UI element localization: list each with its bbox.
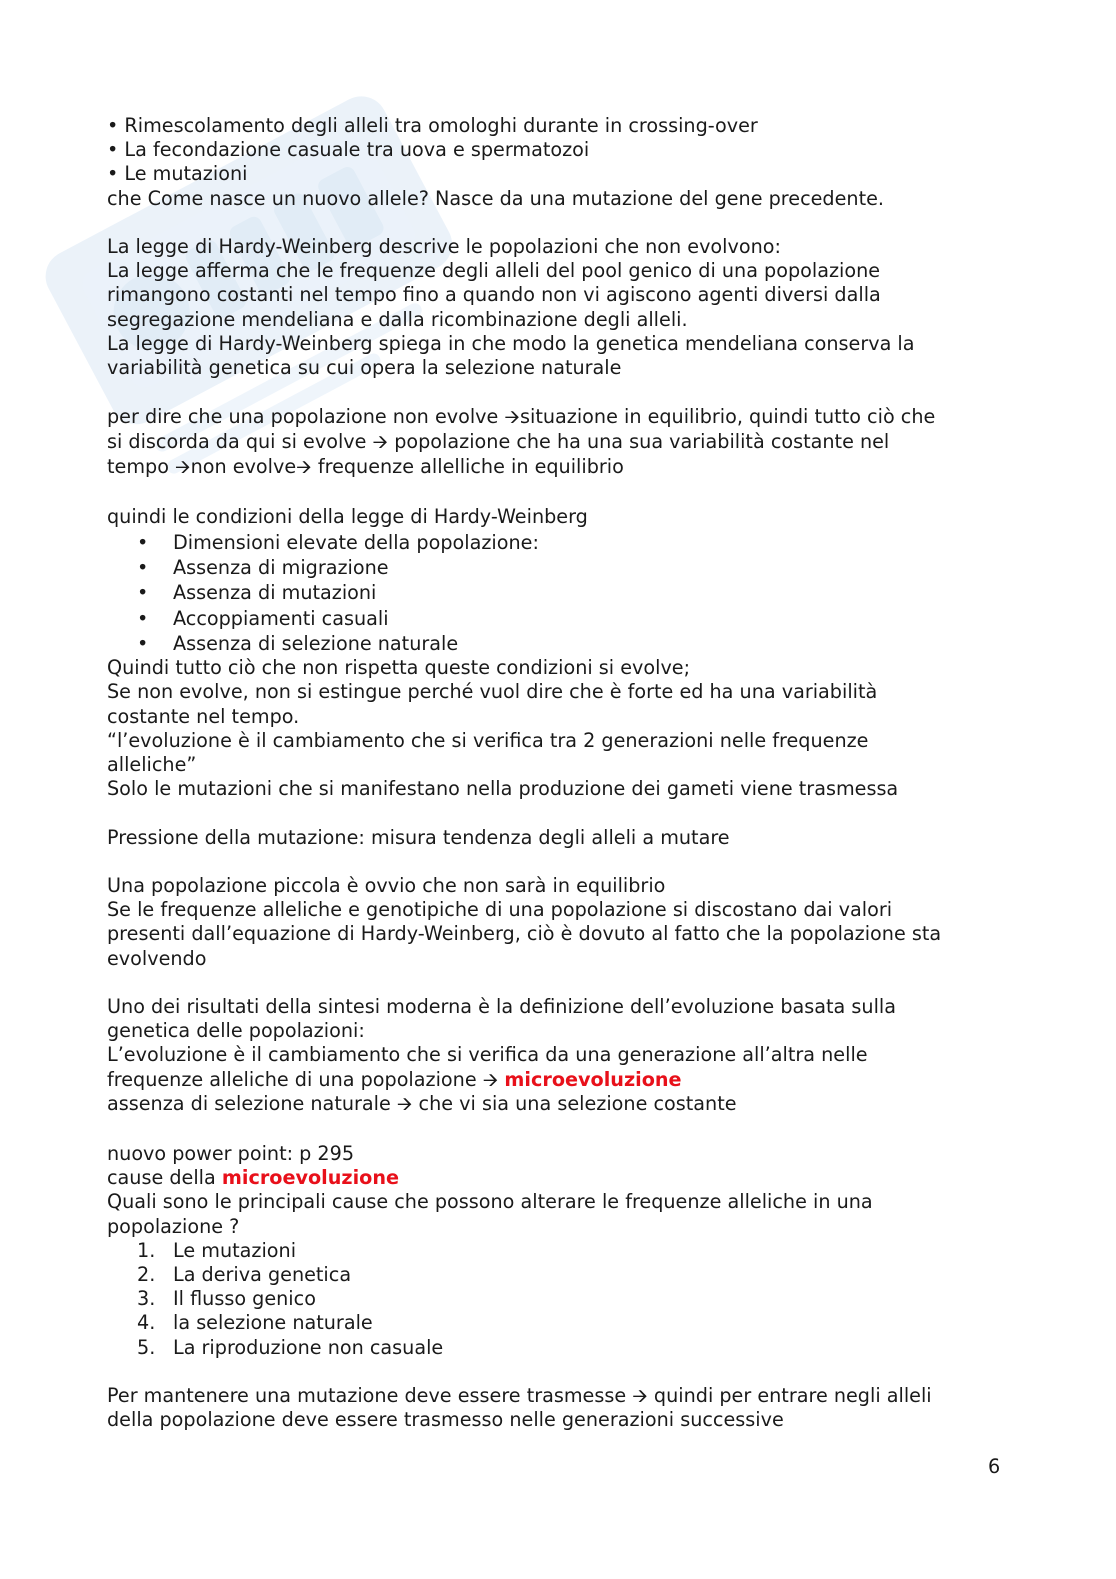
paragraph-line: La legge di Hardy-Weinberg descrive le popolazioni che non evolvono: [107,235,781,258]
conditions-intro: quindi le condizioni della legge di Hardy-Weinberg [107,505,588,529]
paragraph-line: La legge di Hardy-Weinberg spiega in che modo la genetica mendeliana conserva la [107,331,915,355]
list-item: • Assenza di selezione naturale [137,631,459,655]
paragraph-line: Se le frequenze alleliche e genotipiche di una popolazione si discostano dai valori [107,898,893,922]
list-item: 4. la selezione naturale [137,1311,373,1335]
paragraph-line: per dire che una popolazione non evolve 🡪situazione in equilibrio, quindi tutto ciò che [107,405,936,429]
paragraph-line: popolazione ? [107,1214,240,1238]
paragraph-line: Pressione della mutazione: misura tendenza degli alleli a mutare [107,825,730,849]
paragraph-line: alleliche” [107,752,197,776]
list-item: 1. Le mutazioni [137,1238,297,1262]
paragraph-line: frequenze alleliche di una popolazione 🡪 microevoluzione [107,1067,682,1091]
document-body [107,114,1007,1432]
paragraph-line: tempo 🡪non evolve🡪 frequenze allelliche in equilibrio [107,455,624,479]
list-item: 5. La riproduzione non casuale [137,1335,444,1359]
paragraph-line: Quindi tutto ciò che non rispetta queste condizioni si evolve; [107,656,691,680]
paragraph-line: rimangono costanti nel tempo fino a quando non vi agiscono agenti diversi dalla [107,283,881,307]
paragraph-line: assenza di selezione naturale 🡪 che vi sia una selezione costante [107,1091,737,1115]
page-number: 6 [988,1455,1001,1478]
paragraph-hardy-weinberg [107,235,1007,380]
paragraph-line: variabilità genetica su cui opera la selezione naturale [107,356,622,380]
paragraph-small-population [107,874,1007,971]
highlight-term: microevoluzione [504,1067,682,1091]
paragraph-line: nuovo power point: p 295 [107,1141,355,1165]
paragraph-transmission [107,1384,1007,1432]
list-item: • Assenza di migrazione [137,555,389,579]
list-item: • Assenza di mutazioni [137,581,377,605]
paragraph-line: genetica delle popolazioni: [107,1019,365,1043]
paragraph-line: cause della microevoluzione [107,1166,400,1190]
list-item: • Dimensioni elevate della popolazione: [137,530,539,554]
paragraph-line: che Come nasce un nuovo allele? Nasce da una mutazione del gene precedente. [107,186,884,210]
list-item: 2. La deriva genetica [137,1262,352,1286]
paragraph-line: Se non evolve, non si estingue perché vuol dire che è forte ed ha una variabilità [107,680,878,704]
bullet-line: • La fecondazione casuale tra uova e spermatozoi [107,138,590,162]
paragraph-line: costante nel tempo. [107,704,300,728]
paragraph-modern-synthesis [107,995,1007,1116]
paragraph-line: segregazione mendeliana e dalla ricombinazione degli alleli. [107,307,688,331]
list-item: 3. Il flusso genico [137,1287,316,1311]
paragraph-causes [107,1142,1007,1239]
paragraph-line: presenti dall’equazione di Hardy-Weinberg, ciò è dovuto al fatto che la popolazione sta [107,922,942,946]
paragraph-line: Quali sono le principali cause che possono alterare le frequenze alleliche in una [107,1190,873,1214]
paragraph-line: Per mantenere una mutazione deve essere trasmesse 🡪 quindi per entrare negli alleli [107,1383,932,1407]
paragraph-line: della popolazione deve essere trasmesso nelle generazioni successive [107,1408,784,1432]
paragraph-line: Uno dei risultati della sintesi moderna è la definizione dell’evoluzione basata sulla [107,994,896,1018]
highlight-term: microevoluzione [221,1166,400,1190]
paragraph-line: Una popolazione piccola è ovvio che non sarà in equilibrio [107,873,666,897]
list-item: • Accoppiamenti casuali [137,606,389,630]
paragraph-line: La legge afferma che le frequenze degli alleli del pool genico di una popolazione [107,259,881,283]
paragraph-line: evolvendo [107,946,207,970]
bullet-line: • Le mutazioni [107,162,248,186]
conditions-list [107,530,1007,656]
bullet-line: • Rimescolamento degli alleli tra omologhi durante in crossing-over [107,114,758,137]
paragraph-line: si discorda da qui si evolve 🡪 popolazione che ha una sua variabilità costante nel [107,430,890,454]
paragraph-equilibrium [107,404,1007,479]
paragraph-line: L’evoluzione è il cambiamento che si verifica da una generazione all’altra nelle [107,1043,868,1067]
causes-list [107,1239,1007,1360]
paragraph-line: Solo le mutazioni che si manifestano nella produzione dei gameti viene trasmessa [107,777,899,801]
paragraph-evolution [107,656,1007,801]
top-bullet-list [107,114,1007,187]
paragraph-line: “l’evoluzione è il cambiamento che si verifica tra 2 generazioni nelle frequenze [107,728,869,752]
